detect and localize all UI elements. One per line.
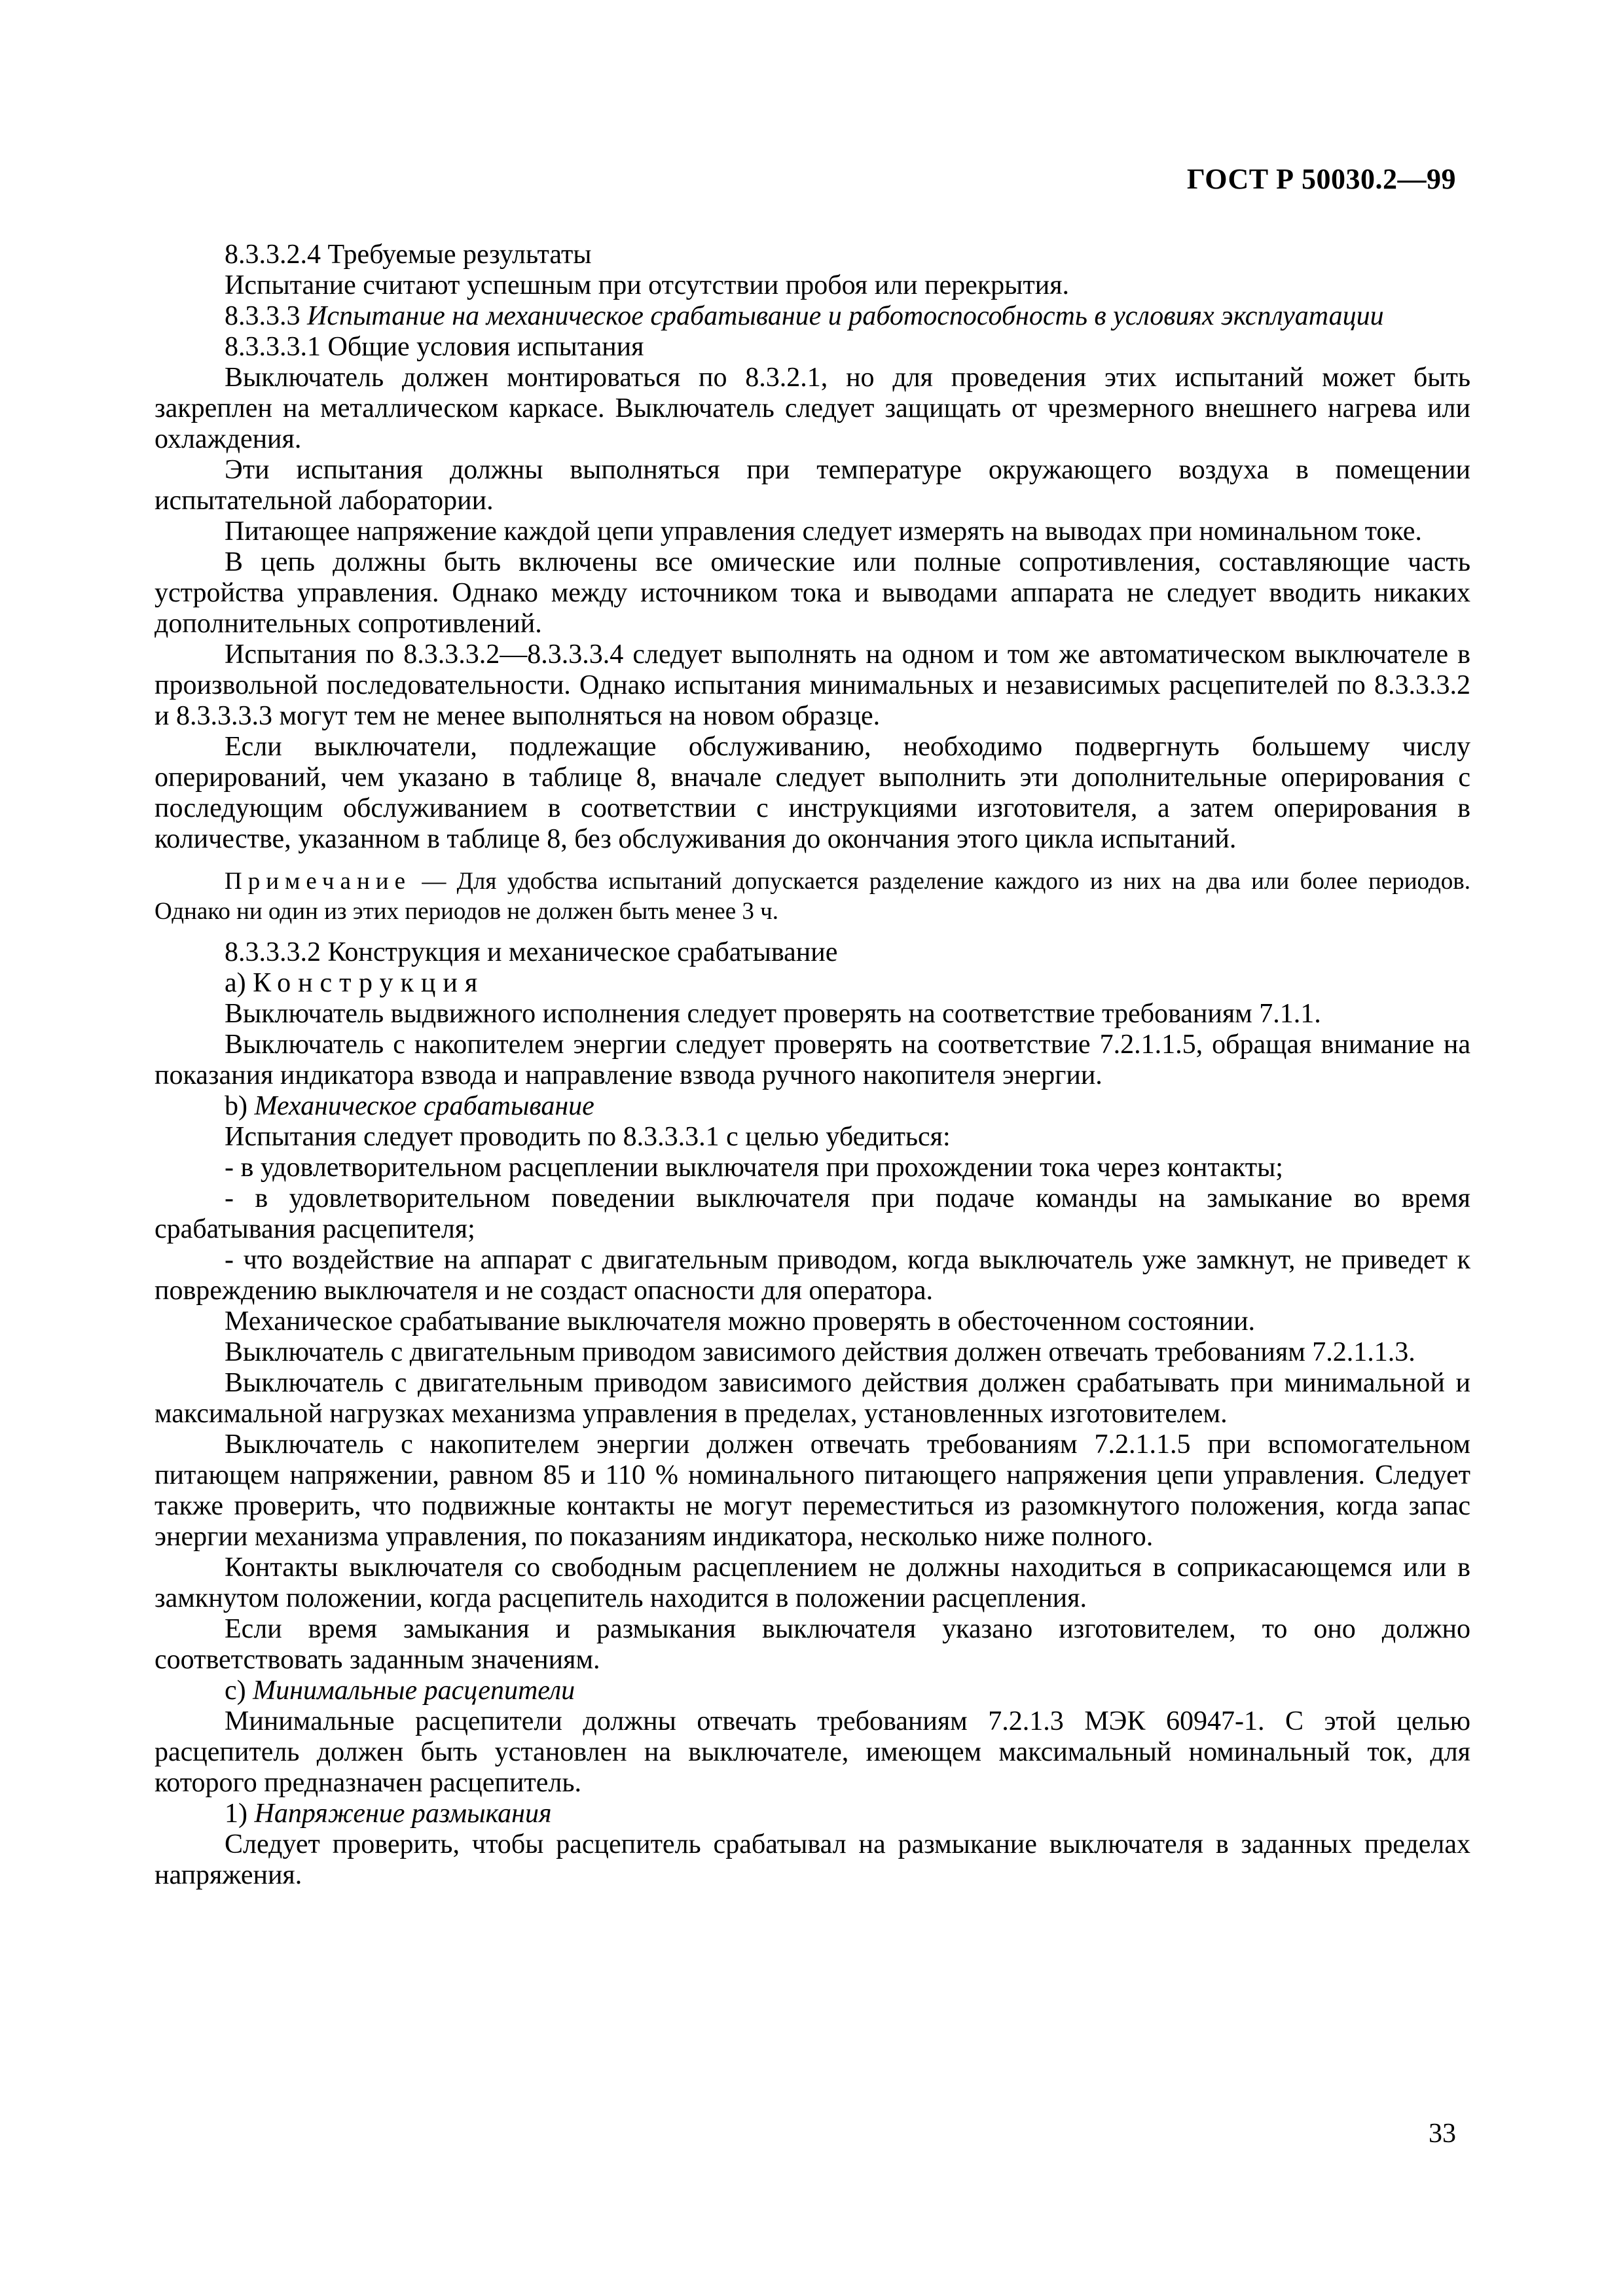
paragraph: Если время замыкания и размыкания выключателя указано изготовителем, то оно должно соответствовать заданным значениям. [155,1614,1470,1675]
note-label: Примечание [225,868,411,895]
subclause-title: Минимальные расцепители [253,1676,575,1706]
subclause-heading [155,968,1470,999]
subclause-title: Конструкция [253,968,485,998]
paragraph: Контакты выключателя со свободным расцеплением не должны находиться в соприкасающемся или в замкнутом положении, когда расцепитель находится в положении расцепления. [155,1552,1470,1613]
clause-heading: 8.3.3.3.2 Конструкция и механическое срабатывание [225,937,838,967]
paragraph: Механическое срабатывание выключателя можно проверять в обесточенном состоянии. [225,1306,1256,1336]
subclause-number: b) [225,1091,255,1121]
paragraph: Испытания по 8.3.3.3.2—8.3.3.3.4 следует выполнять на одном и том же автоматическом выключателе в произвольной последовательности. Однако испытания минимальных и независимых расцепителей по 8.3.3.3.2 и 8.3.3.3.3 могут тем не менее выполняться на новом образце. [155,639,1470,731]
clause-number: 8.3.3.3 [225,301,307,331]
clause-heading: 8.3.3.2.4 Требуемые результаты [225,240,592,270]
subclause-number: c) [225,1676,253,1706]
list-item: - в удовлетворительном поведении выключателя при подаче команды на замыкание во время срабатывания расцепителя; [155,1183,1470,1244]
paragraph: Испытания следует проводить по 8.3.3.3.1 с целью убедиться: [225,1122,951,1152]
list-item: - в удовлетворительном расцеплении выключателя при прохождении тока через контакты; [225,1153,1283,1183]
paragraph: Выключатель с накопителем энергии следует проверять на соответствие 7.2.1.1.5, обращая внимание на показания индикатора взвода и направление взвода ручного накопителя энергии. [155,1030,1470,1090]
paragraph: Испытание считают успешным при отсутствии пробоя или перекрытия. [225,270,1070,300]
paragraph: Выключатель должен монтироваться по 8.3.2.1, но для проведения этих испытаний может быть закреплен на металлическом каркасе. Выключатель следует защищать от чрезмерного внешнего нагрева или охлаждения. [155,363,1470,454]
clause-title: Испытание на механическое срабатывание и работоспособность в условиях эксплуатации [307,301,1384,331]
subclause-number: a) [225,968,253,998]
paragraph: Если выключатели, подлежащие обслуживанию, необходимо подвергнуть большему числу оперирований, чем указано в таблице 8, вначале следует выполнить эти дополнительные оперирования с последующим обслуживанием в соответствии с инструкциями изготовителя, а затем оперирования в количестве, указанном в таблице 8, без обслуживания до окончания этого цикла испытаний. [155,732,1470,854]
subclause-heading [155,1091,1470,1122]
paragraph: Следует проверить, чтобы расцепитель срабатывал на размыкание выключателя в заданных пределах напряжения. [155,1829,1470,1890]
paragraph: В цепь должны быть включены все омические или полные сопротивления, составляющие часть устройства управления. Однако между источником тока и выводами аппарата не следует вводить никаких дополнительных сопротивлений. [155,547,1470,639]
paragraph: Выключатель с накопителем энергии должен отвечать требованиям 7.2.1.1.5 при вспомогательном питающем напряжении, равном 85 и 110 % номинального питающего напряжения цепи управления. Следует также проверить, что подвижные контакты не могут переместиться из разомкнутого положения, когда запас энергии механизма управления, по показаниям индикатора, несколько ниже полного. [155,1429,1470,1552]
document-body [155,240,1470,1891]
subclause-title: Механическое срабатывание [254,1091,594,1121]
note [155,867,1470,927]
clause-heading [155,301,1470,332]
paragraph: Минимальные расцепители должны отвечать требованиям 7.2.1.3 МЭК 60947-1. С этой целью расцепитель должен быть установлен на выключателе, имеющем максимальный номинальный ток, для которого предназначен расцепитель. [155,1706,1470,1798]
subclause-number: 1) [225,1799,255,1829]
paragraph: Выключатель с двигательным приводом зависимого действия должен отвечать требованиям 7.2.1.1.3. [225,1337,1415,1367]
page-number: 33 [1429,2119,1456,2149]
subclause-heading [155,1676,1470,1706]
paragraph: Эти испытания должны выполняться при температуре окружающего воздуха в помещении испытательной лаборатории. [155,455,1470,516]
paragraph: Выключатель выдвижного исполнения следует проверять на соответствие требованиям 7.1.1. [225,999,1321,1029]
paragraph: Выключатель с двигательным приводом зависимого действия должен срабатывать при минимальной и максимальной нагрузках механизма управления в пределах, установленных изготовителем. [155,1368,1470,1429]
clause-heading: 8.3.3.3.1 Общие условия испытания [225,332,644,362]
subclause-heading [155,1799,1470,1829]
note-text: — Для удобства испытаний допускается разделение каждого из них на два или более периодов. Однако ни один из этих периодов не должен быть менее 3 ч. [155,868,1470,925]
subclause-title: Напряжение размыкания [254,1799,552,1829]
list-item: - что воздействие на аппарат с двигательным приводом, когда выключатель уже замкнут, не приведет к повреждению выключателя и не создаст опасности для оператора. [155,1245,1470,1306]
paragraph: Питающее напряжение каждой цепи управления следует измерять на выводах при номинальном токе. [225,516,1422,547]
document-header: ГОСТ Р 50030.2—99 [1186,163,1456,195]
